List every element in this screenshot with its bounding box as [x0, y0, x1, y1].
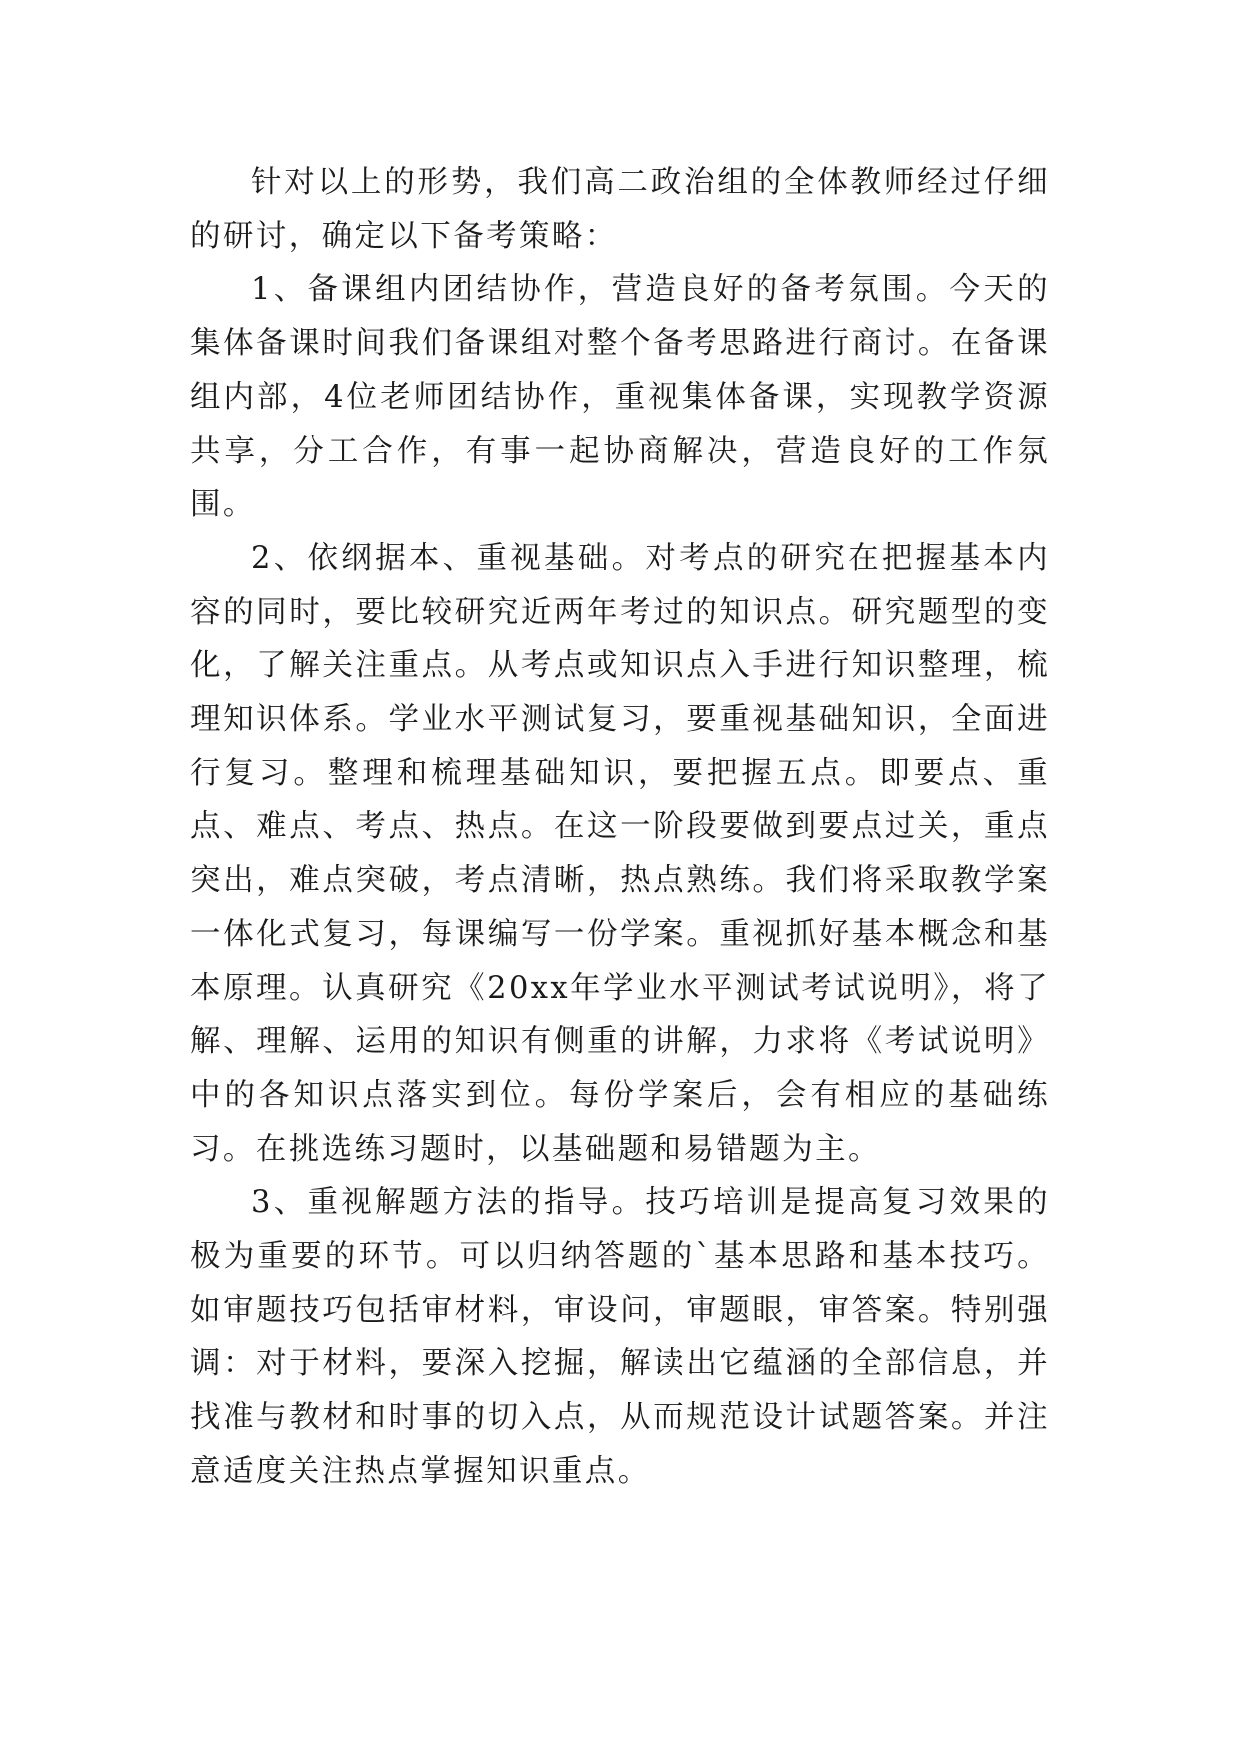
paragraph-strategy-2: 2、依纲据本、重视基础。对考点的研究在把握基本内容的同时，要比较研究近两年考过的知识点。研究题型的变化，了解关注重点。从考点或知识点入手进行知识整理，梳理知识体系。学业水平测试复习，要重视基础知识，全面进行复习。整理和梳理基础知识，要把握五点。即要点、重点、难点、考点、热点。在这一阶段要做到要点过关，重点突出，难点突破，考点清晰，热点熟练。我们将采取教学案一体化式复习，每课编写一份学案。重视抓好基本概念和基本原理。认真研究《20xx年学业水平测试考试说明》，将了解、理解、运用的知识有侧重的讲解，力求将《考试说明》中的各知识点落实到位。每份学案后，会有相应的基础练习。在挑选练习题时，以基础题和易错题为主。 [190, 540, 1050, 1167]
paragraph-intro: 针对以上的形势，我们高二政治组的全体教师经过仔细的研讨，确定以下备考策略： [190, 165, 1050, 254]
paragraph-strategy-3: 3、重视解题方法的指导。技巧培训是提高复习效果的极为重要的环节。可以归纳答题的`基本思路和基本技巧。如审题技巧包括审材料，审设问，审题眼，审答案。特别强调：对于材料，要深入挖掘，解读出它蕴涵的全部信息，并找准与教材和时事的切入点，从而规范设计试题答案。并注意适度关注热点掌握知识重点。 [190, 1185, 1050, 1489]
paragraph-strategy-1: 1、备课组内团结协作，营造良好的备考氛围。今天的集体备课时间我们备课组对整个备考思路进行商讨。在备课组内部，4位老师团结协作，重视集体备课，实现教学资源共享，分工合作，有事一起协商解决，营造良好的工作氛围。 [190, 272, 1050, 523]
document-body [190, 156, 1050, 1499]
